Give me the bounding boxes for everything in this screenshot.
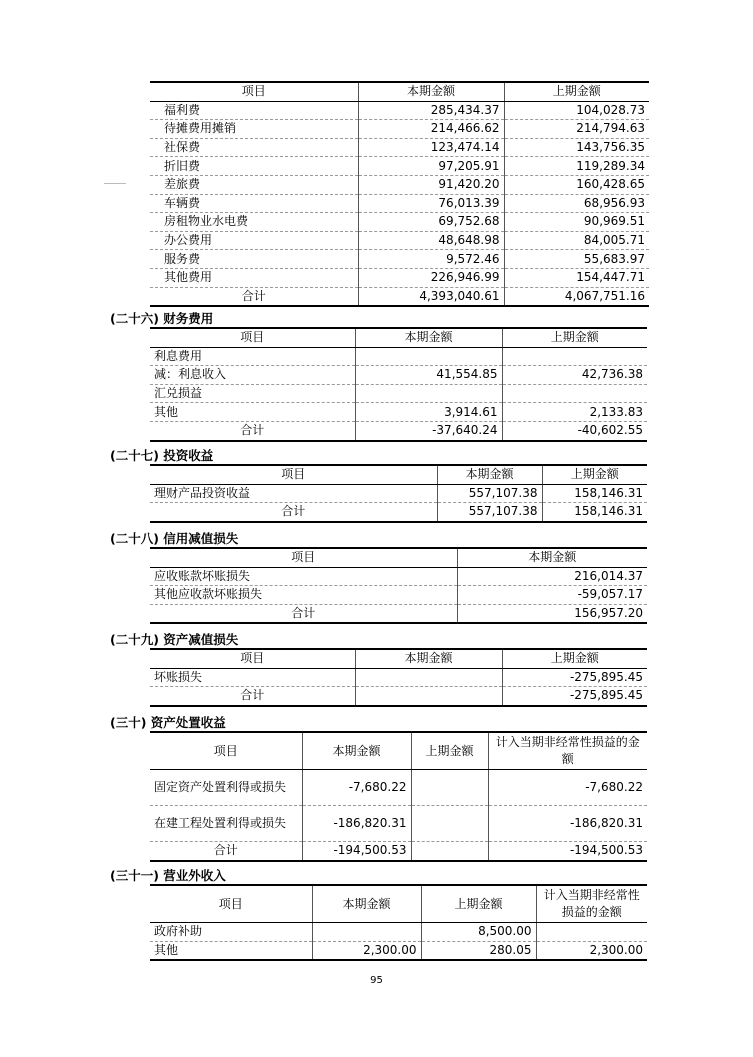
margin-mark	[104, 183, 126, 184]
table-row: 其他 2,300.00 280.05 2,300.00	[150, 941, 647, 960]
table-row: 车辆费 76,013.39 68,956.93	[150, 194, 649, 213]
table-row: 福利费 285,434.37 104,028.73	[150, 101, 649, 120]
table-header-row: 项目 本期金额 上期金额	[150, 465, 647, 484]
non-operating-income-table	[150, 884, 647, 961]
table-row: 利息费用	[150, 347, 647, 366]
header-current: 本期金额	[358, 82, 504, 101]
table-header-row	[150, 82, 649, 101]
table-total-row: 合计 -275,895.45	[150, 687, 647, 706]
credit-impairment-table	[150, 547, 647, 624]
table-row: 其他应收款坏账损失 -59,057.17	[150, 586, 647, 605]
table-header-row: 项目 本期金额 上期金额	[150, 649, 647, 668]
table-row: 房租物业水电费 69,752.68 90,969.51	[150, 213, 649, 232]
table-header-row: 项目 本期金额 上期金额	[150, 328, 647, 347]
header-previous: 上期金额	[504, 82, 649, 101]
financial-expense-table	[150, 327, 647, 442]
table-row: 坏账损失 -275,895.45	[150, 668, 647, 687]
table-total-row: 合计 -37,640.24 -40,602.55	[150, 421, 647, 440]
table-header-row: 项目 本期金额 上期金额 计入当期非经常性损益的金额	[150, 732, 647, 770]
header-item: 项目	[150, 82, 358, 101]
section-title-credit-impairment: (二十八) 信用减值损失	[110, 531, 239, 546]
table-row: 理财产品投资收益 557,107.38 158,146.31	[150, 484, 647, 503]
table-row: 在建工程处置利得或损失 -186,820.31 -186,820.31	[150, 806, 647, 842]
table-total-row: 合计 4,393,040.61 4,067,751.16	[150, 287, 649, 306]
table-header-row: 项目 本期金额 上期金额 计入当期非经常性损益的金额	[150, 885, 647, 923]
section-title-non-operating-income: (三十一) 营业外收入	[110, 868, 226, 883]
admin-expense-table	[150, 81, 649, 307]
table-row: 应收账款坏账损失 216,014.37	[150, 567, 647, 586]
page-number: 95	[370, 975, 383, 986]
asset-impairment-table	[150, 648, 647, 707]
table-row: 固定资产处置利得或损失 -7,680.22 -7,680.22	[150, 770, 647, 806]
table-row: 其他费用 226,946.99 154,447.71	[150, 268, 649, 287]
section-title-financial-expenses: (二十六) 财务费用	[110, 311, 214, 326]
table-total-row: 合计 557,107.38 158,146.31	[150, 503, 647, 522]
table-row: 办公费用 48,648.98 84,005.71	[150, 231, 649, 250]
table-total-row: 合计 156,957.20	[150, 604, 647, 623]
table-header-row: 项目 本期金额	[150, 548, 647, 567]
table-row: 折旧费 97,205.91 119,289.34	[150, 157, 649, 176]
table-row: 服务费 9,572.46 55,683.97	[150, 250, 649, 269]
table-row: 其他 3,914.61 2,133.83	[150, 403, 647, 422]
section-title-investment-income: (二十七) 投资收益	[110, 448, 214, 463]
table-row: 差旅费 91,420.20 160,428.65	[150, 175, 649, 194]
table-row: 汇兑损益	[150, 384, 647, 403]
table-row: 减：利息收入 41,554.85 42,736.38	[150, 366, 647, 385]
asset-disposal-table	[150, 731, 647, 862]
table-row: 社保费 123,474.14 143,756.35	[150, 138, 649, 157]
table-row: 政府补助 8,500.00	[150, 923, 647, 942]
table-row: 待摊费用摊销 214,466.62 214,794.63	[150, 120, 649, 139]
section-title-asset-impairment: (二十九) 资产减值损失	[110, 632, 239, 647]
investment-income-table	[150, 464, 647, 523]
table-total-row: 合计 -194,500.53 -194,500.53	[150, 842, 647, 861]
section-title-asset-disposal: (三十) 资产处置收益	[110, 715, 226, 730]
